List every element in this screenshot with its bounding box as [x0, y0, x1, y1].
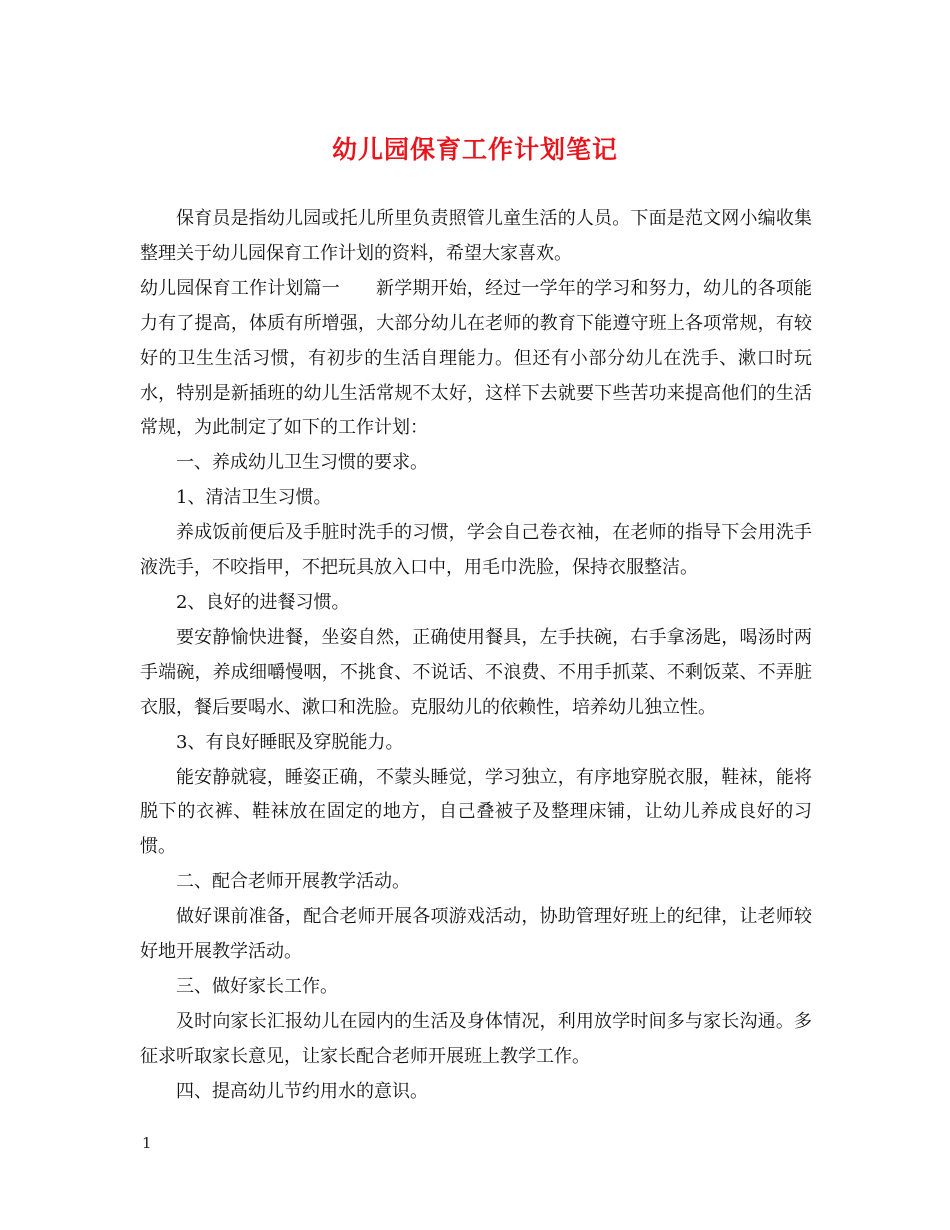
- paragraph-parents: 及时向家长汇报幼儿在园内的生活及身体情况，利用放学时间多与家长沟通。多征求听取家长意见，让家长配合老师开展班上教学工作。: [140, 1010, 812, 1067]
- subheading-eating: 2、良好的进餐习惯。: [176, 591, 350, 613]
- paragraph-teaching: 做好课前准备，配合老师开展各项游戏活动，协助管理好班上的纪律，让老师较好地开展教学活动。: [140, 906, 812, 963]
- subheading-cleanliness: 1、清洁卫生习惯。: [176, 487, 332, 509]
- heading-water-saving: 四、提高幼儿节约用水的意识。: [176, 1080, 428, 1102]
- heading-hygiene-habits: 一、养成幼儿卫生习惯的要求。: [176, 452, 428, 474]
- section-paragraph-text: 新学期开始，经过一学年的学习和努力，幼儿的各项能力有了提高，体质有所增强，大部分幼儿在老师的教育下能遵守班上各项常规，有较好的卫生生活习惯，有初步的生活自理能力。但还有小部分幼儿在洗手、漱口时玩水，特别是新插班的幼儿生活常规不太好，这样下去就要下些苦功来提高他们的生活常规，为此制定了如下的工作计划：: [140, 277, 813, 439]
- subheading-sleep: 3、有良好睡眠及穿脱能力。: [176, 731, 404, 753]
- page-number: 1: [142, 1134, 152, 1152]
- document-title: 幼儿园保育工作计划笔记: [331, 135, 618, 164]
- section-label: 幼儿园保育工作计划篇一: [140, 277, 340, 299]
- heading-teaching: 二、配合老师开展教学活动。: [176, 871, 410, 893]
- section-paragraph: [140, 272, 812, 447]
- intro-paragraph: 保育员是指幼儿园或托儿所里负责照管儿童生活的人员。下面是范文网小编收集整理关于幼儿园保育工作计划的资料，希望大家喜欢。: [140, 208, 812, 264]
- paragraph-eating: 要安静愉快进餐，坐姿自然，正确使用餐具，左手扶碗，右手拿汤匙，喝汤时两手端碗，养成细嚼慢咽，不挑食、不说话、不浪费、不用手抓菜、不剩饭菜、不弄脏衣服，餐后要喝水、漱口和洗脸。克服幼儿的依赖性，培养幼儿独立性。: [140, 626, 812, 718]
- paragraph-sleep: 能安静就寝，睡姿正确，不蒙头睡觉，学习独立，有序地穿脱衣服，鞋袜，能将脱下的衣裤、鞋袜放在固定的地方，自己叠被子及整理床铺，让幼儿养成良好的习惯。: [140, 766, 812, 858]
- paragraph-cleanliness: 养成饭前便后及手脏时洗手的习惯，学会自己卷衣袖，在老师的指导下会用洗手液洗手，不咬指甲，不把玩具放入口中，用毛巾洗脸，保持衣服整洁。: [140, 522, 812, 579]
- document-body: [140, 202, 812, 1110]
- heading-parents: 三、做好家长工作。: [176, 975, 338, 997]
